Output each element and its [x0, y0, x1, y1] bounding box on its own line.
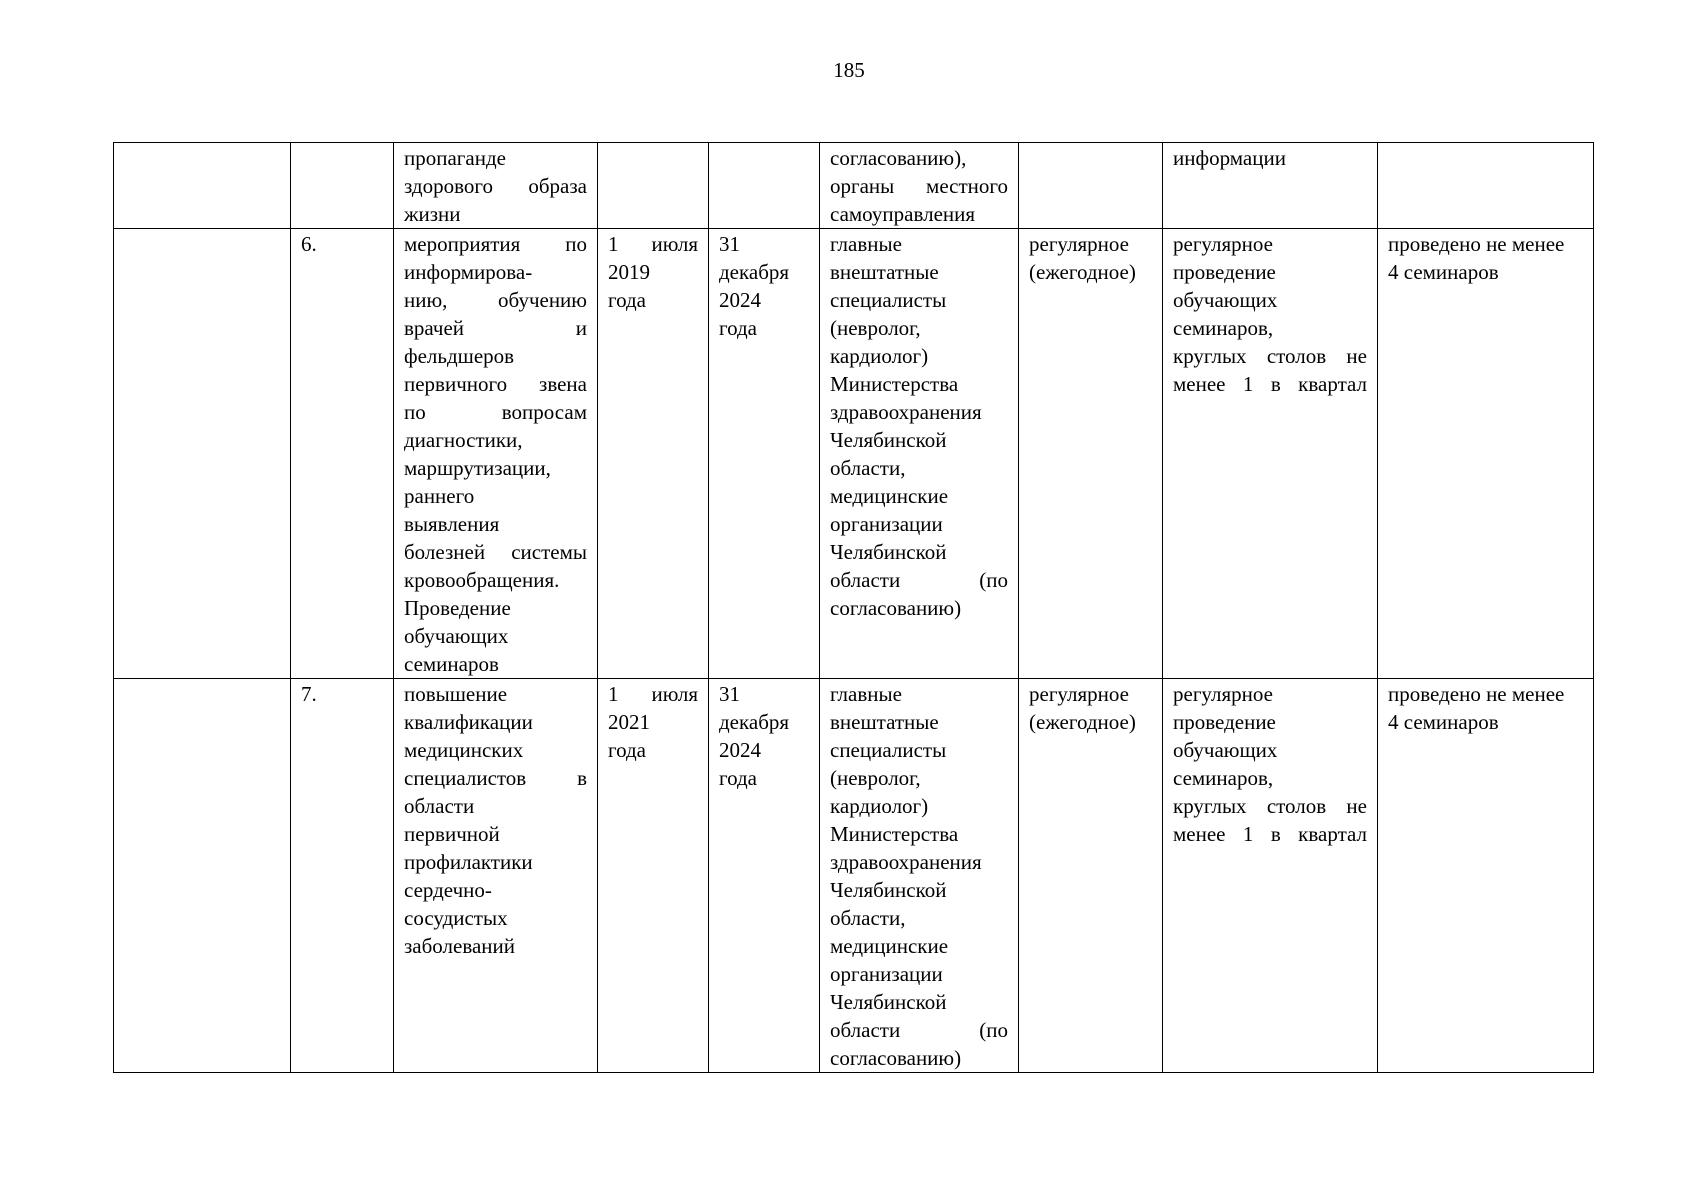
cell-text-line: 1 июля	[608, 682, 698, 706]
cell-text-line: диагностики,	[404, 428, 523, 452]
cell-text-line: болезней системы	[404, 540, 587, 564]
cell-text-line: первичного звена	[404, 372, 587, 396]
table-cell	[394, 143, 598, 229]
cell-text-line: года	[719, 316, 757, 340]
cell-text-line: семинаров,	[1173, 766, 1274, 790]
cell-text-line: области,	[830, 456, 906, 480]
cell-text-line: маршрутизации,	[404, 456, 551, 480]
cell-text-line: согласованию),	[830, 146, 967, 170]
cell-text-line: регулярное	[1029, 682, 1129, 706]
cell-text-line: внештатные	[830, 710, 939, 734]
table-cell	[1378, 229, 1594, 679]
cell-text-line: года	[719, 766, 757, 790]
cell-text-line: 2021	[608, 710, 650, 734]
cell-text-line: специалистов в	[404, 766, 587, 790]
cell-text-line: главные	[830, 682, 902, 706]
cell-text-line: фельдшеров	[404, 344, 515, 368]
cell-text-line: области,	[830, 906, 906, 930]
cell-text-line: кровообращения.	[404, 568, 560, 592]
table-cell	[1378, 679, 1594, 1073]
cell-text-line: Челябинской	[830, 540, 947, 564]
cell-text-line: информирова-	[404, 260, 533, 284]
cell-text-line: Челябинской	[830, 990, 947, 1014]
cell-text-line: (невролог,	[830, 316, 921, 340]
cell-text-line: пропаганде	[404, 146, 506, 170]
table-cell	[709, 679, 820, 1073]
cell-text-line: менее 1 в квартал	[1173, 372, 1367, 396]
cell-text-line: обучающих	[1173, 738, 1278, 762]
cell-text-line: (ежегодное)	[1029, 260, 1136, 284]
cell-text-line: 2024	[719, 738, 761, 762]
table-cell	[291, 679, 394, 1073]
cell-text-line: семинаров	[404, 652, 499, 676]
cell-text-line: согласованию)	[830, 596, 962, 620]
cell-text-line: нию, обучению	[404, 288, 587, 312]
cell-text-line: проведение	[1173, 710, 1276, 734]
cell-text-line: Министерства	[830, 372, 959, 396]
cell-text-line: Министерства	[830, 822, 959, 846]
table-cell	[114, 143, 291, 229]
cell-text-line: области (по	[830, 1018, 1008, 1042]
cell-text-line: Челябинской	[830, 878, 947, 902]
cell-text-line: 2024	[719, 288, 761, 312]
cell-text-line: регулярное	[1029, 232, 1129, 256]
table-cell	[598, 679, 709, 1073]
cell-text-line: заболеваний	[404, 934, 515, 958]
table-cell	[709, 143, 820, 229]
cell-text-line: 31	[719, 232, 740, 256]
table-cell	[114, 229, 291, 679]
cell-text-line: 1 июля	[608, 232, 698, 256]
cell-text-line: информации	[1173, 146, 1286, 170]
table-cell	[1019, 679, 1163, 1073]
cell-text-line: 6.	[301, 232, 317, 256]
cell-text-line: регулярное	[1173, 232, 1273, 256]
cell-text-line: медицинские	[830, 934, 949, 958]
cell-text-line: самоуправления	[830, 202, 976, 226]
cell-text-line: квалификации	[404, 710, 533, 734]
cell-text-line: менее 1 в квартал	[1173, 822, 1367, 846]
cell-text-line: кардиолог)	[830, 344, 929, 368]
cell-text-line: области (по	[830, 568, 1008, 592]
table-cell	[1378, 143, 1594, 229]
cell-text-line: внештатные	[830, 260, 939, 284]
cell-text-line: специалисты	[830, 288, 947, 312]
cell-text-line: декабря	[719, 260, 790, 284]
cell-text-line: медицинские	[830, 484, 949, 508]
cell-text-line: 7.	[301, 682, 317, 706]
table-cell	[291, 143, 394, 229]
cell-text-line: Проведение	[404, 596, 511, 620]
table-cell	[1163, 229, 1378, 679]
cell-text-line: первичной	[404, 822, 500, 846]
measures-table	[113, 142, 1594, 1073]
table-cell	[598, 229, 709, 679]
table-cell	[598, 143, 709, 229]
cell-text-line: организации	[830, 962, 943, 986]
cell-text-line: регулярное	[1173, 682, 1273, 706]
table-cell	[291, 229, 394, 679]
table-cell	[820, 679, 1019, 1073]
cell-text-line: круглых столов не	[1173, 344, 1367, 368]
table-cell	[709, 229, 820, 679]
cell-text-line: организации	[830, 512, 943, 536]
cell-text-line: кардиолог)	[830, 794, 929, 818]
table-row	[114, 143, 1594, 229]
cell-text-line: 31	[719, 682, 740, 706]
cell-text-line: раннего	[404, 484, 475, 508]
cell-text-line: круглых столов не	[1173, 794, 1367, 818]
cell-text-line: специалисты	[830, 738, 947, 762]
cell-text-line: года	[608, 738, 646, 762]
table-cell	[820, 229, 1019, 679]
table-cell	[1163, 679, 1378, 1073]
cell-text-line: обучающих	[1173, 288, 1278, 312]
cell-text-line: проведено не менее	[1388, 232, 1565, 256]
cell-text-line: Челябинской	[830, 428, 947, 452]
cell-text-line: проведение	[1173, 260, 1276, 284]
cell-text-line: главные	[830, 232, 902, 256]
cell-text-line: медицинских	[404, 738, 524, 762]
table-row	[114, 679, 1594, 1073]
cell-text-line: (невролог,	[830, 766, 921, 790]
cell-text-line: здравоохранения	[830, 850, 982, 874]
table-cell	[820, 143, 1019, 229]
table-cell	[394, 229, 598, 679]
cell-text-line: 4 семинаров	[1388, 710, 1499, 734]
cell-text-line: сосудистых	[404, 906, 508, 930]
cell-text-line: мероприятия по	[404, 232, 587, 256]
cell-text-line: жизни	[404, 202, 461, 226]
table-cell	[114, 679, 291, 1073]
cell-text-line: 4 семинаров	[1388, 260, 1499, 284]
cell-text-line: врачей и	[404, 316, 587, 340]
cell-text-line: области	[404, 794, 475, 818]
cell-text-line: здравоохранения	[830, 400, 982, 424]
table-cell	[1019, 143, 1163, 229]
table-cell	[394, 679, 598, 1073]
cell-text-line: проведено не менее	[1388, 682, 1565, 706]
table-cell	[1019, 229, 1163, 679]
cell-text-line: сердечно-	[404, 878, 492, 902]
cell-text-line: органы местного	[830, 174, 1008, 198]
cell-text-line: (ежегодное)	[1029, 710, 1136, 734]
cell-text-line: года	[608, 288, 646, 312]
cell-text-line: обучающих	[404, 624, 509, 648]
cell-text-line: здорового образа	[404, 174, 587, 198]
cell-text-line: семинаров,	[1173, 316, 1274, 340]
table-row	[114, 229, 1594, 679]
cell-text-line: согласованию)	[830, 1046, 962, 1070]
cell-text-line: профилактики	[404, 850, 533, 874]
table-cell	[1163, 143, 1378, 229]
cell-text-line: декабря	[719, 710, 790, 734]
page-number: 185	[833, 58, 865, 82]
cell-text-line: выявления	[404, 512, 500, 536]
cell-text-line: по вопросам	[404, 400, 587, 424]
cell-text-line: повышение	[404, 682, 508, 706]
cell-text-line: 2019	[608, 260, 650, 284]
